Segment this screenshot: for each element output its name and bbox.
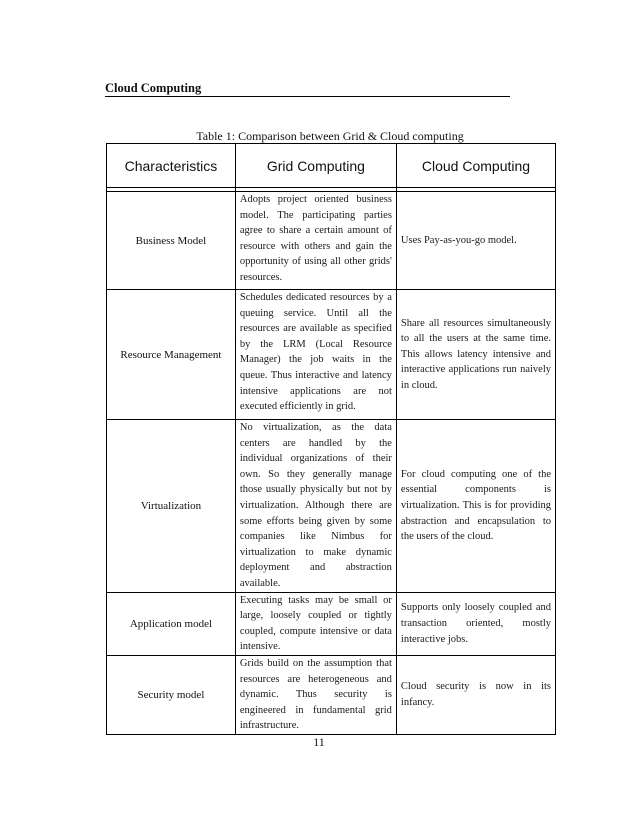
header-cloud-computing: Cloud Computing [396,144,555,188]
row-label: Resource Management [107,290,236,420]
cloud-cell: Supports only loosely coupled and transaction oriented, mostly interactive jobs. [396,592,555,655]
running-head: Cloud Computing [105,81,202,95]
table-row [107,592,556,655]
grid-cell: Executing tasks may be small or large, loosely coupled or tightly coupled, compute intensive or data intensive. [235,592,396,655]
table-row [107,290,556,420]
header-rule [105,96,510,97]
row-label: Security model [107,655,236,734]
grid-cell: Schedules dedicated resources by a queuing service. Until all the resources are available as specified by the LRM (Local Resource Manager) the job waits in the queue. Thus interactive and latency intensive applications are not executed efficiently in grid. [235,290,396,420]
comparison-table [106,143,556,735]
table-header-row [107,144,556,188]
cloud-cell: For cloud computing one of the essential components is virtualization. This is for providing abstraction and encapsulation to the users of the cloud. [396,420,555,593]
page-number: 11 [313,735,325,749]
table-caption: Table 1: Comparison between Grid & Cloud computing [196,129,464,143]
table-row [107,655,556,734]
grid-cell: Adopts project oriented business model. The participating parties agree to share a certain amount of resource with others and gain the opportunity of using all other grids' resources. [235,192,396,290]
row-label: Business Model [107,192,236,290]
cloud-cell: Share all resources simultaneously to all the users at the same time. This allows latency intensive and interactive applications run naively in cloud. [396,290,555,420]
table-row [107,192,556,290]
header-grid-computing: Grid Computing [235,144,396,188]
row-label: Application model [107,592,236,655]
grid-cell: No virtualization, as the data centers are handled by the individual organizations of their own. So they generally manage those usually physically but not by virtualization. Although there are some efforts being given by some companies like Nimbus for virtualization to make dynamic deployment and abstraction available. [235,420,396,593]
header-characteristics: Characteristics [107,144,236,188]
cloud-cell: Uses Pay-as-you-go model. [396,192,555,290]
cloud-cell: Cloud security is now in its infancy. [396,655,555,734]
row-label: Virtualization [107,420,236,593]
grid-cell: Grids build on the assumption that resources are heterogeneous and dynamic. Thus security is engineered in fundamental grid infrastructure. [235,655,396,734]
table-row [107,420,556,593]
